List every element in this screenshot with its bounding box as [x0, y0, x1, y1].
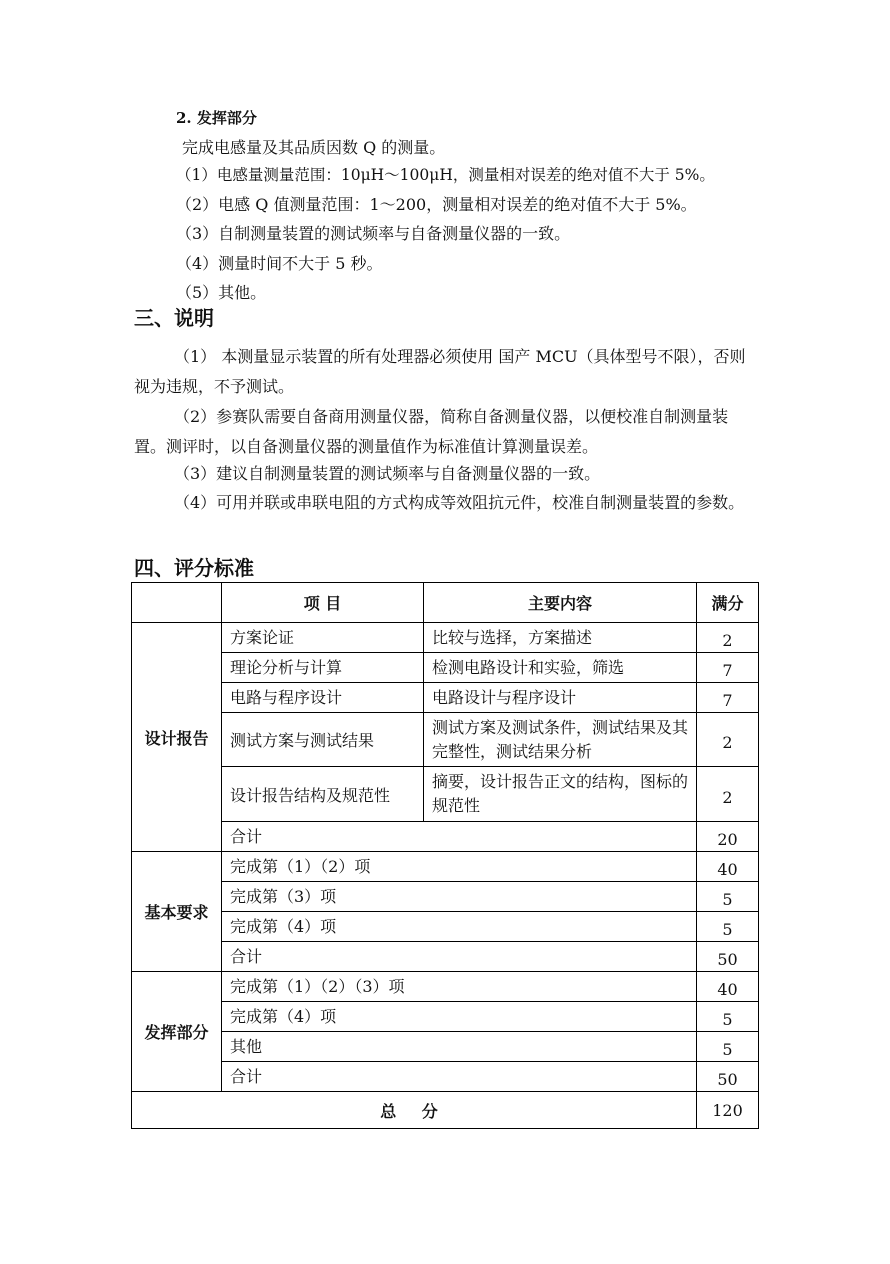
subtotal-label: 合计 — [222, 1062, 697, 1092]
row-score: 40 — [697, 972, 759, 1002]
section3-paragraph-2: （2）参赛队需要自备商用测量仪器，简称自备测量仪器，以便校准自制测量装置。测评时，以自备测量仪器的测量值作为标准值计算测量误差。 — [134, 407, 729, 456]
table-row — [132, 653, 759, 683]
table-row — [132, 767, 759, 822]
section2-line-3: （3）自制测量装置的测试频率与自备测量仪器的一致。 — [176, 224, 571, 243]
subtotal-label: 合计 — [222, 942, 697, 972]
row-item: 电路与程序设计 — [222, 683, 424, 713]
row-item: 方案论证 — [222, 623, 424, 653]
header-item: 项 目 — [222, 583, 424, 623]
row-content: 检测电路设计和实验，筛选 — [424, 653, 697, 683]
subtotal-score: 20 — [697, 822, 759, 852]
row-content: 摘要，设计报告正文的结构，图标的规范性 — [424, 767, 697, 822]
row-score: 5 — [697, 1002, 759, 1032]
group-label-design: 设计报告 — [132, 623, 222, 852]
table-header-row — [132, 583, 759, 623]
subtotal-score: 50 — [697, 1062, 759, 1092]
row-item: 理论分析与计算 — [222, 653, 424, 683]
row-item: 测试方案与测试结果 — [222, 713, 424, 767]
group-label-extend: 发挥部分 — [132, 972, 222, 1092]
row-item: 完成第（3）项 — [222, 882, 697, 912]
row-content: 测试方案及测试条件，测试结果及其完整性，测试结果分析 — [424, 713, 697, 767]
table-row — [132, 882, 759, 912]
row-score: 40 — [697, 852, 759, 882]
row-content: 比较与选择，方案描述 — [424, 623, 697, 653]
header-content: 主要内容 — [424, 583, 697, 623]
row-score: 2 — [697, 623, 759, 653]
subtotal-row — [132, 822, 759, 852]
section3-heading: 三、说明 — [134, 306, 214, 330]
section3-paragraph-4: （4）可用并联或串联电阻的方式构成等效阻抗元件，校准自制测量装置的参数。 — [174, 493, 745, 512]
row-item: 其他 — [222, 1032, 697, 1062]
subtotal-row — [132, 942, 759, 972]
table-row — [132, 1002, 759, 1032]
row-item: 完成第（4）项 — [222, 912, 697, 942]
total-score: 120 — [697, 1092, 759, 1129]
table-row — [132, 852, 759, 882]
section2-line-2: （2）电感 Q 值测量范围：1～200，测量相对误差的绝对值不大于 5%。 — [176, 195, 697, 214]
row-score: 2 — [697, 767, 759, 822]
row-score: 5 — [697, 1032, 759, 1062]
table-row — [132, 972, 759, 1002]
section2-title: 2. 发挥部分 — [176, 109, 257, 127]
row-score: 5 — [697, 912, 759, 942]
header-score: 满分 — [697, 583, 759, 623]
section4-heading: 四、评分标准 — [134, 556, 254, 580]
subtotal-row — [132, 1062, 759, 1092]
subtotal-label: 合计 — [222, 822, 697, 852]
total-label: 总 分 — [132, 1092, 697, 1129]
group-label-basic: 基本要求 — [132, 852, 222, 972]
total-row — [132, 1092, 759, 1129]
header-empty-cell — [132, 583, 222, 623]
scoring-table — [131, 582, 759, 1129]
row-item: 完成第（1）（2）项 — [222, 852, 697, 882]
table-row — [132, 912, 759, 942]
table-row — [132, 1032, 759, 1062]
table-row — [132, 713, 759, 767]
subtotal-score: 50 — [697, 942, 759, 972]
table-row — [132, 683, 759, 713]
row-score: 7 — [697, 683, 759, 713]
section2-line-5: （5）其他。 — [176, 283, 267, 302]
section3-paragraph-1: （1） 本测量显示装置的所有处理器必须使用 国产 MCU（具体型号不限），否则视为违规，不予测试。 — [134, 347, 746, 396]
row-score: 5 — [697, 882, 759, 912]
row-content: 电路设计与程序设计 — [424, 683, 697, 713]
row-item: 完成第（1）（2）（3）项 — [222, 972, 697, 1002]
section2-line-1: （1）电感量测量范围：10μH～100μH，测量相对误差的绝对值不大于 5%。 — [176, 166, 715, 184]
row-score: 7 — [697, 653, 759, 683]
section2-line-0: 完成电感量及其品质因数 Q 的测量。 — [182, 138, 446, 157]
section3-paragraph-3: （3）建议自制测量装置的测试频率与自备测量仪器的一致。 — [174, 464, 601, 483]
row-item: 设计报告结构及规范性 — [222, 767, 424, 822]
section2-line-4: （4）测量时间不大于 5 秒。 — [176, 254, 383, 273]
table-row — [132, 623, 759, 653]
row-item: 完成第（4）项 — [222, 1002, 697, 1032]
row-score: 2 — [697, 713, 759, 767]
